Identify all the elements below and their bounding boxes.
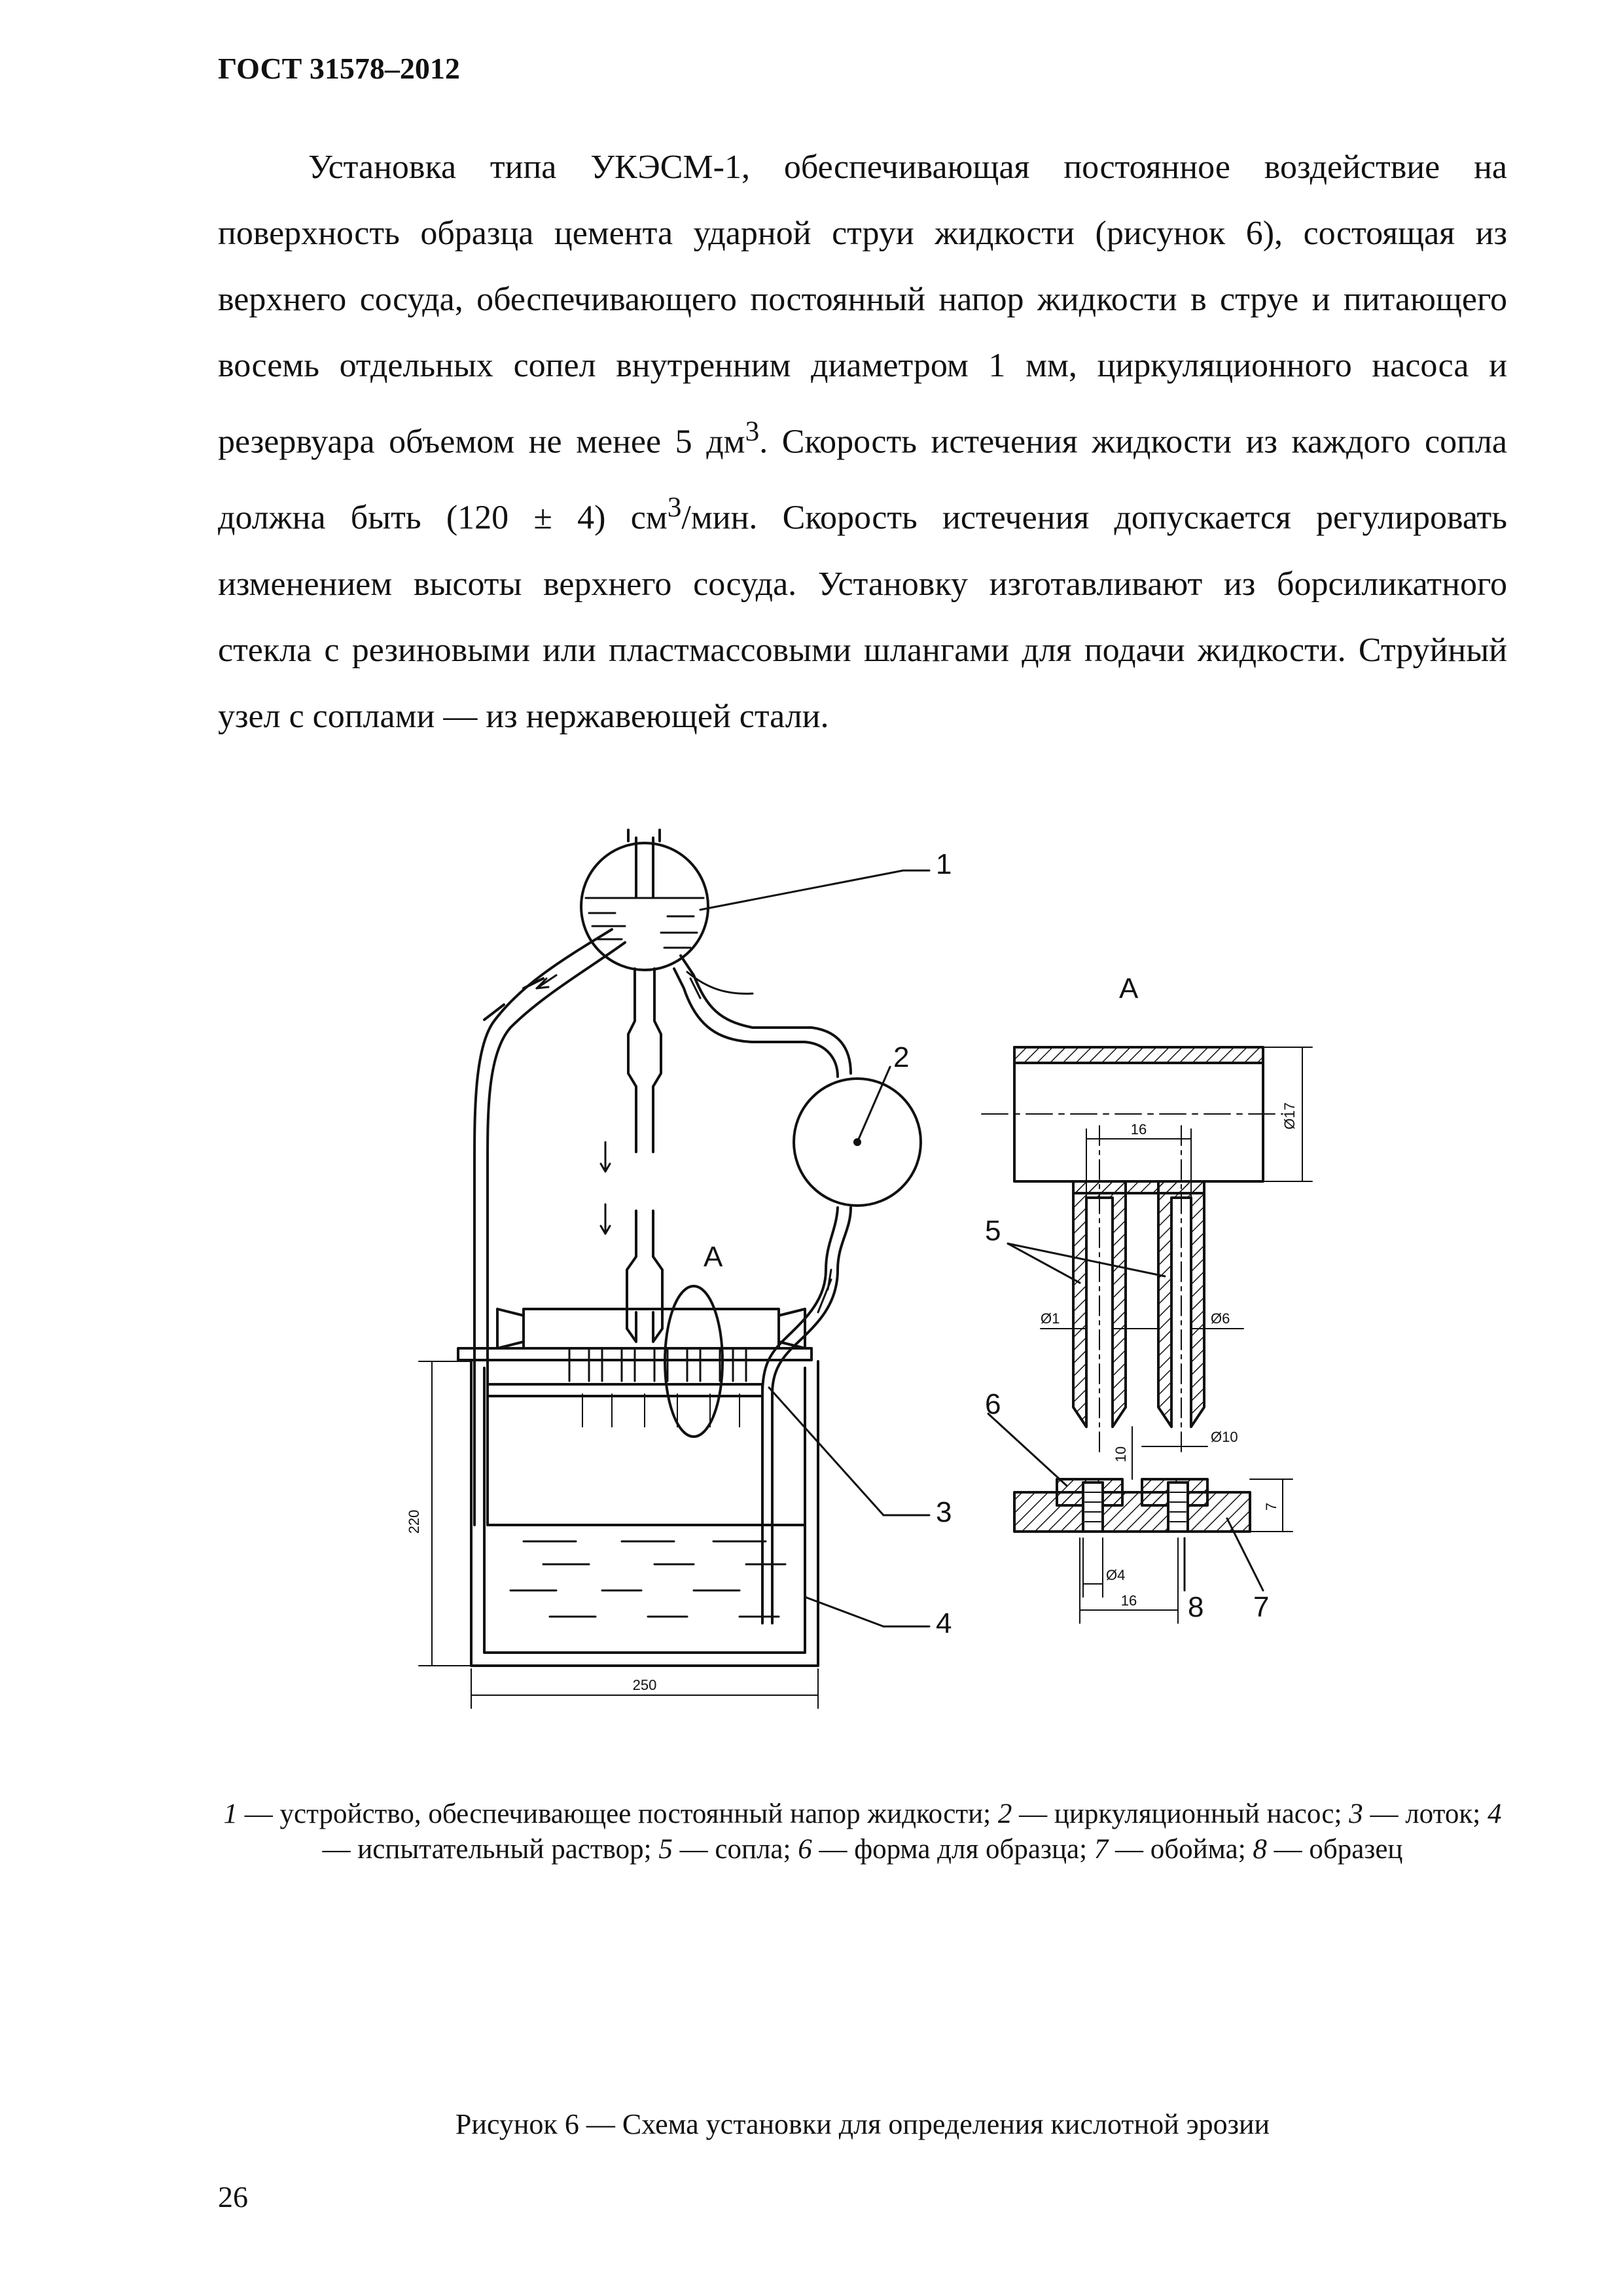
legend-text: — устройство, обеспечивающее постоянный напор жидкости;	[238, 1799, 998, 1829]
legend-text: — лоток;	[1363, 1799, 1488, 1829]
legend-text: — обойма;	[1108, 1834, 1253, 1865]
callout-label-7: 7	[1253, 1591, 1270, 1623]
upper-vessel	[581, 830, 708, 970]
legend-text: — сопла;	[672, 1834, 798, 1865]
dimension-16-bottom: 16	[1120, 1592, 1137, 1609]
callout-label-4: 4	[936, 1607, 952, 1640]
dimension-10: 10	[1113, 1446, 1129, 1463]
dimension-d4: Ø4	[1106, 1567, 1126, 1583]
dimension-16-top: 16	[1130, 1121, 1147, 1138]
circulation-pump	[762, 1079, 921, 1394]
pump-supply-pipe	[674, 956, 851, 1077]
callout-label-2: 2	[893, 1041, 910, 1073]
dimension-7: 7	[1263, 1502, 1279, 1511]
body-text-part-3: /мин. Скорость истечения допускается регулировать изменением высоты верхнего сосуда. Установку изготавливают из борсиликатного стекла с резиновыми или пластмассовыми шлангами для подачи жидкости. Струйный узел с соплами — из нержавеющей стали.	[218, 499, 1507, 735]
callout-label-6: 6	[985, 1388, 1001, 1420]
superscript: 3	[667, 492, 682, 524]
legend-text: — испытательный раствор;	[322, 1834, 659, 1865]
figure-caption: Рисунок 6 — Схема установки для определения кислотной эрозии	[455, 2108, 1270, 2140]
legend-text: — форма для образца;	[812, 1834, 1094, 1865]
stem-pipe	[627, 969, 662, 1342]
dimension-width-250: 250	[632, 1677, 657, 1693]
legend-number: 4	[1487, 1799, 1502, 1829]
legend-text: — образец	[1266, 1834, 1403, 1865]
dimension-d1: Ø1	[1041, 1310, 1060, 1327]
callout-label-3: 3	[936, 1496, 952, 1528]
legend-number: 8	[1253, 1834, 1267, 1865]
legend-text: — циркуляционный насос;	[1012, 1799, 1349, 1829]
legend-number: 7	[1094, 1834, 1109, 1865]
legend-number: 1	[223, 1799, 238, 1829]
view-label: A	[1119, 973, 1139, 1005]
legend-number: 6	[798, 1834, 812, 1865]
flow-arrows	[537, 975, 831, 1289]
superscript: 3	[745, 416, 760, 447]
figure-legend	[218, 1797, 1507, 1867]
dimension-d6: Ø6	[1211, 1310, 1230, 1327]
dimension-d17: Ø17	[1281, 1102, 1298, 1130]
zoom-label: A	[704, 1241, 723, 1273]
page-number: 26	[218, 2180, 248, 2214]
legend-number: 2	[997, 1799, 1012, 1829]
document-header: ГОСТ 31578–2012	[218, 52, 460, 85]
callout-label-1: 1	[936, 848, 952, 880]
dimension-lines	[419, 1361, 818, 1708]
body-text-part-1: Установка типа УКЭСМ-1, обеспечивающая постоянное воздействие на поверхность образца цемента ударной струи жидкости (рисунок 6), состоящая из верхнего сосуда, обеспечивающего постоянный напор жидкости в струе и питающего восемь отдельных сопел внутренним диаметром 1 мм, циркуляционного насоса и резервуара объемом не менее 5 дм	[218, 149, 1507, 461]
callout-label-8: 8	[1188, 1591, 1204, 1623]
callout-label-5: 5	[985, 1215, 1001, 1247]
dimension-d10: Ø10	[1211, 1429, 1238, 1445]
body-text-part-2: . Скорость истечения жидкости из каждого сопла должна быть (120 ± 4) см	[218, 423, 1507, 537]
dimension-height-220: 220	[406, 1509, 422, 1534]
leader-lines	[700, 870, 929, 1626]
legend-number: 3	[1349, 1799, 1363, 1829]
legend-number: 5	[658, 1834, 673, 1865]
